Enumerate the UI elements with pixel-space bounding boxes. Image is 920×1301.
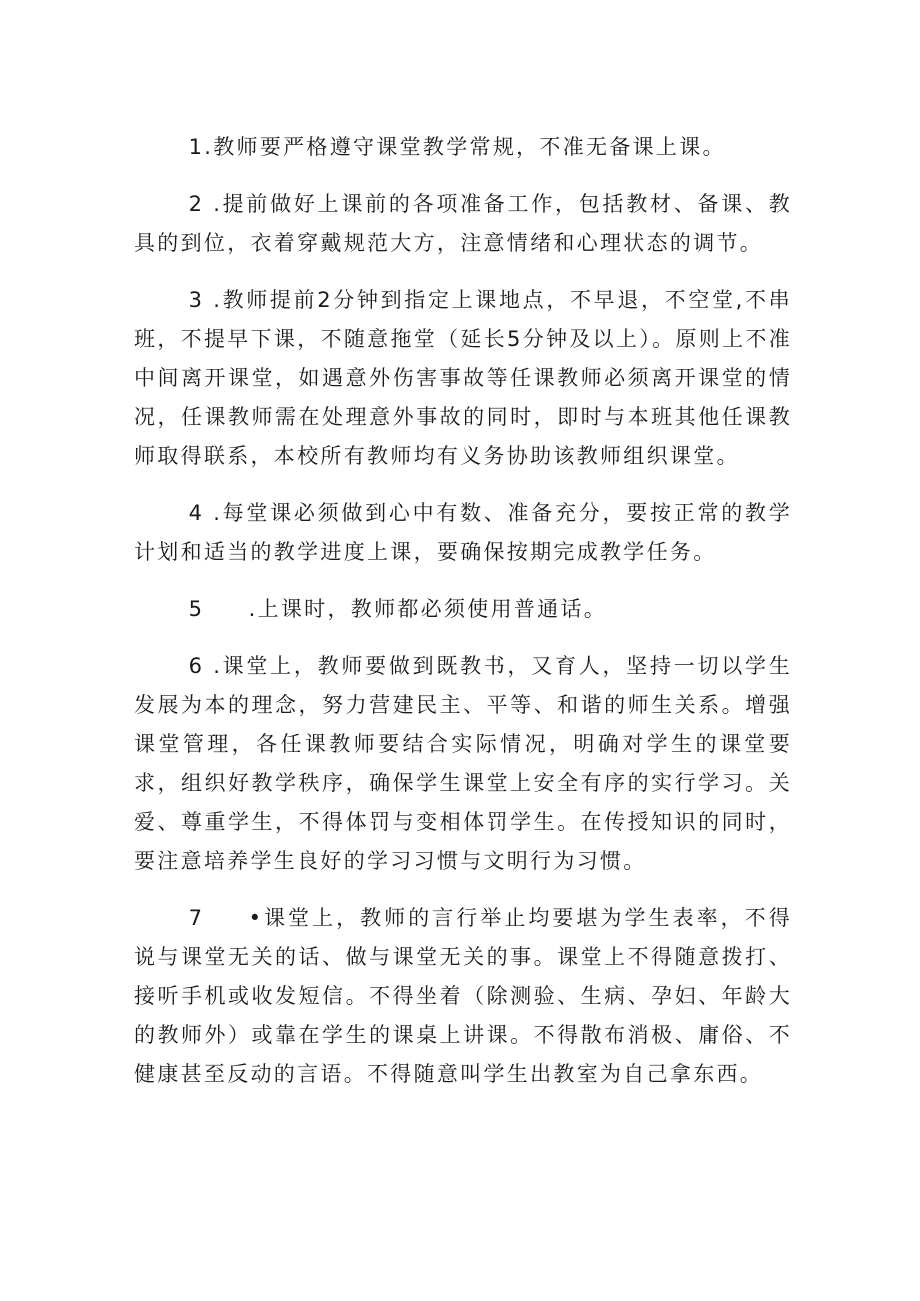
rule-number-1: 1. <box>188 135 214 159</box>
rule-number-4: 4 . <box>188 501 223 525</box>
rule-paragraph-6 <box>134 647 792 881</box>
rule-text-3: 教师提前2分钟到指定上课地点，不早退，不空堂,不串班，不提早下课，不随意拖堂（延长5分钟及以上）。原则上不准中间离开课堂，如遇意外伤害事故等任课教师必须离开课堂的情况，任课教师需在处理意外事故的同时，即时与本班其他任课教师取得联系，本校所有教师均有义务协助该教师组织课堂。 <box>134 288 792 468</box>
rule-number-5: 5 <box>188 597 205 621</box>
rule-paragraph-4 <box>134 494 792 572</box>
document-body <box>134 128 792 1112</box>
rule-paragraph-5 <box>134 590 792 629</box>
rule-paragraph-1 <box>134 128 792 167</box>
rule-number-3: 3 . <box>188 288 223 312</box>
rule-number-2: 2 . <box>188 192 223 216</box>
rule-text-5: .上课时，教师都必须使用普通话。 <box>248 597 608 621</box>
rule-paragraph-7 <box>134 899 792 1094</box>
rule-text-4: 每堂课必须做到心中有数、准备充分，要按正常的教学计划和适当的教学进度上课，要确保按期完成教学任务。 <box>134 501 792 564</box>
rule-number-6: 6 . <box>188 654 223 678</box>
rule-text-2: 提前做好上课前的各项准备工作，包括教材、备课、教具的到位，衣着穿戴规范大方，注意情绪和心理状态的调节。 <box>134 192 792 255</box>
rule-text-1: 教师要严格遵守课堂教学常规，不准无备课上课。 <box>213 135 726 159</box>
rule-text-7: •课堂上，教师的言行举止均要堪为学生表率，不得说与课堂无关的话、做与课堂无关的事。课堂上不得随意拨打、接听手机或收发短信。不得坐着（除测验、生病、孕妇、年龄大的教师外）或靠在学生的课桌上讲课。不得散布消极、庸俗、不健康甚至反动的言语。不得随意叫学生出教室为自己拿东西。 <box>134 906 792 1086</box>
rule-number-7: 7 <box>188 906 205 930</box>
rule-paragraph-3 <box>134 281 792 476</box>
rule-paragraph-2 <box>134 185 792 263</box>
rule-text-6: 课堂上，教师要做到既教书，又育人，坚持一切以学生发展为本的理念，努力营建民主、平等、和谐的师生关系。增强课堂管理，各任课教师要结合实际情况，明确对学生的课堂要求，组织好教学秩序，确保学生课堂上安全有序的实行学习。关爱、尊重学生，不得体罚与变相体罚学生。在传授知识的同时，要注意培养学生良好的学习习惯与文明行为习惯。 <box>134 654 792 873</box>
